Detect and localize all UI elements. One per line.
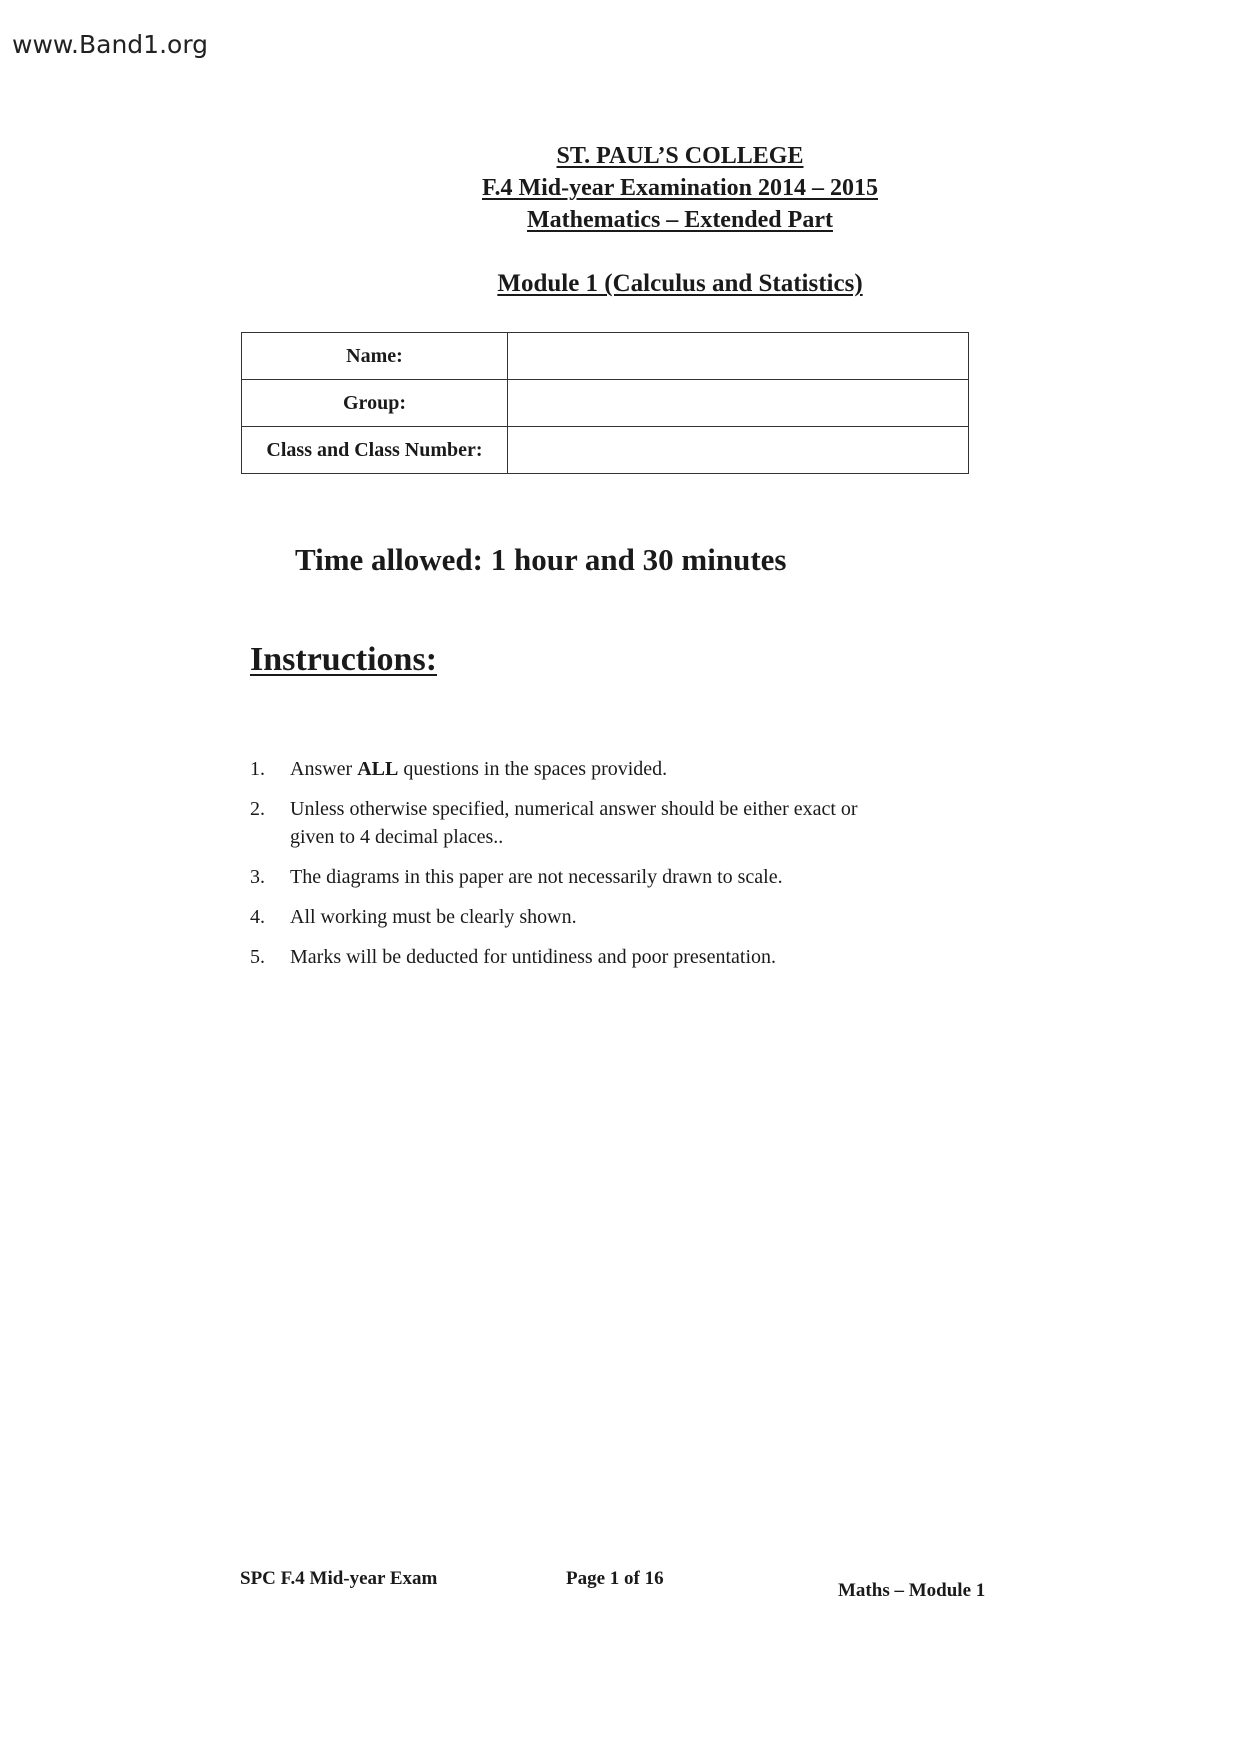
item-number: 5. [250, 946, 265, 968]
list-item [250, 943, 890, 971]
name-row [242, 333, 969, 380]
item-text: All working must be clearly shown. [290, 906, 577, 928]
subject-title: Mathematics – Extended Part [527, 207, 833, 233]
student-info-table [241, 332, 969, 474]
name-field[interactable] [508, 333, 969, 380]
group-field[interactable] [508, 380, 969, 427]
footer-page-number: Page 1 of 16 [566, 1568, 664, 1589]
item-number: 3. [250, 866, 265, 888]
school-name: ST. PAUL’S COLLEGE [556, 143, 804, 169]
item-number: 1. [250, 758, 265, 780]
name-label: Name: [242, 333, 508, 380]
list-item [250, 755, 890, 783]
list-item [250, 863, 890, 891]
instructions-list [250, 755, 890, 983]
item-text: Marks will be deducted for untidiness and poor presentation. [290, 946, 776, 968]
item-text: The diagrams in this paper are not necessarily drawn to scale. [290, 866, 783, 888]
footer-module: Maths – Module 1 [838, 1580, 986, 1601]
item-text: Answer ALL questions in the spaces provided. [290, 758, 668, 780]
exam-title: F.4 Mid-year Examination 2014 – 2015 [481, 175, 878, 201]
emphasis-all: ALL [357, 758, 399, 780]
footer-exam-name: SPC F.4 Mid-year Exam [240, 1568, 438, 1589]
watermark-url: www.Band1.org [12, 30, 209, 59]
class-label: Class and Class Number: [242, 427, 508, 474]
class-field[interactable] [508, 427, 969, 474]
module-title: Module 1 (Calculus and Statistics) [497, 270, 863, 297]
group-label: Group: [242, 380, 508, 427]
list-item [250, 903, 890, 931]
class-row [242, 427, 969, 474]
time-allowed: Time allowed: 1 hour and 30 minutes [295, 542, 787, 577]
instructions-heading: Instructions: [250, 641, 438, 678]
item-text: Unless otherwise specified, numerical answer should be either exact or given to 4 decimal places.. [290, 798, 858, 848]
list-item [250, 795, 890, 851]
item-number: 2. [250, 798, 265, 820]
group-row [242, 380, 969, 427]
item-number: 4. [250, 906, 265, 928]
